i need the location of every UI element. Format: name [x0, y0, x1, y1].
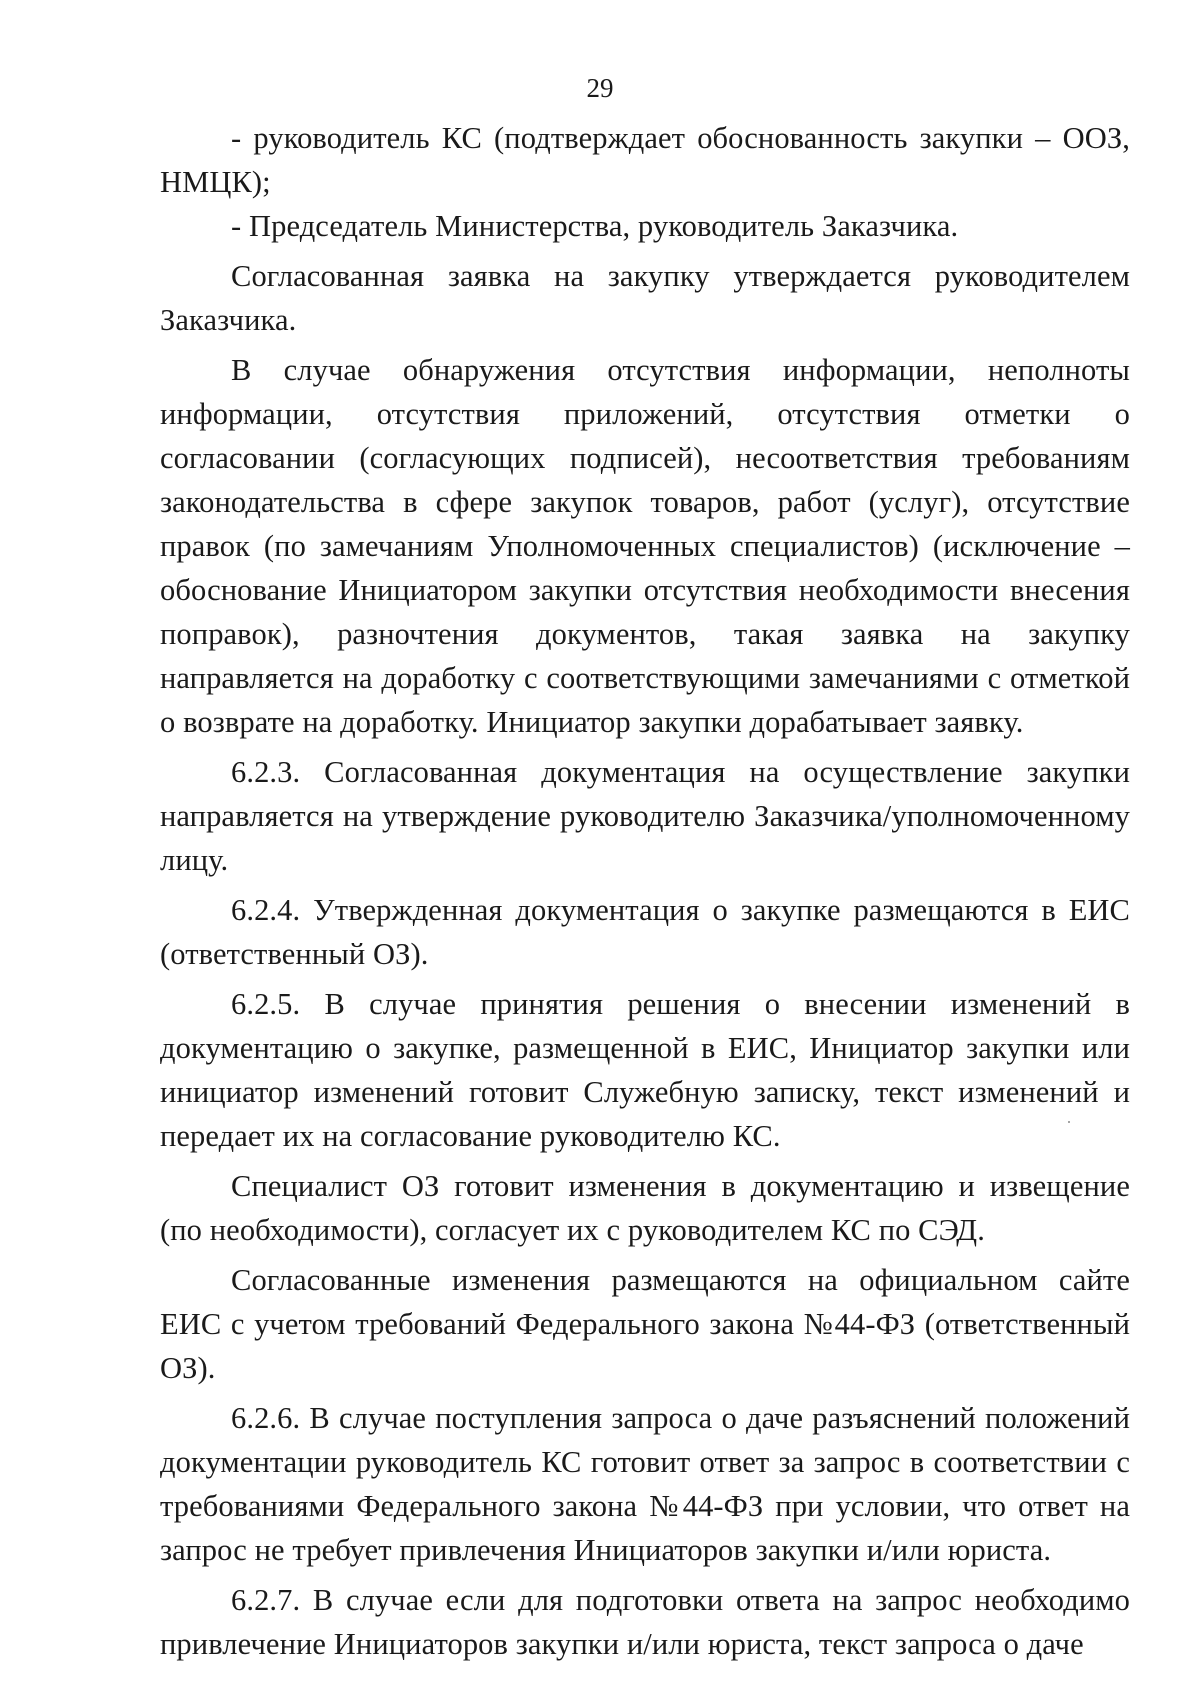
- document-body: [160, 116, 1130, 1672]
- paragraph-6-2-6: 6.2.6. В случае поступления запроса о даче разъяснений положений документации руководитель КС готовит ответ за запрос в соответствии с требованиями Федерального закона №44-ФЗ при условии, что ответ на запрос не требует привлечения Инициаторов закупки и/или юриста.: [160, 1401, 1130, 1567]
- page-number: 29: [586, 73, 614, 103]
- paragraph-deficiencies: В случае обнаружения отсутствия информации, неполноты информации, отсутствия приложений, отсутствия отметки о согласовании (согласующих подписей), несоответствия требованиям законодательства в сфере закупок товаров, работ (услуг), отсутствие правок (по замечаниям Уполномоченных специалистов) (исключение – обоснование Инициатором закупки отсутствия необходимости внесения поправок), разночтения документов, такая заявка на закупку направляется на доработку с соответствующими замечаниями с отметкой о возврате на доработку. Инициатор закупки дорабатывает заявку.: [160, 353, 1130, 739]
- paragraph-6-2-7: 6.2.7. В случае если для подготовки ответа на запрос необходимо привлечение Инициаторов закупки и/или юриста, текст запроса о даче: [160, 1583, 1130, 1661]
- paragraph-6-2-4: 6.2.4. Утвержденная документация о закупке размещаются в ЕИС (ответственный ОЗ).: [160, 893, 1130, 971]
- paragraph-ks-head: - руководитель КС (подтверждает обоснованность закупки – ООЗ, НМЦК);: [160, 121, 1130, 199]
- paragraph-6-2-3: 6.2.3. Согласованная документация на осуществление закупки направляется на утверждение руководителю Заказчика/уполномоченному лицу.: [160, 755, 1130, 877]
- scan-speck: [1068, 1121, 1070, 1123]
- paragraph-approved-changes: Согласованные изменения размещаются на официальном сайте ЕИС с учетом требований Федерального закона №44-ФЗ (ответственный ОЗ).: [160, 1263, 1130, 1385]
- paragraph-6-2-5: 6.2.5. В случае принятия решения о внесении изменений в документацию о закупке, размещенной в ЕИС, Инициатор закупки или инициатор изменений готовит Служебную записку, текст изменений и передает их на согласование руководителю КС.: [160, 987, 1130, 1153]
- paragraph-approved-request: Согласованная заявка на закупку утверждается руководителем Заказчика.: [160, 259, 1130, 337]
- paragraph-chairman: - Председатель Министерства, руководитель Заказчика.: [231, 209, 959, 243]
- paragraph-oz-specialist: Специалист ОЗ готовит изменения в документацию и извещение (по необходимости), согласует их с руководителем КС по СЭД.: [160, 1169, 1130, 1247]
